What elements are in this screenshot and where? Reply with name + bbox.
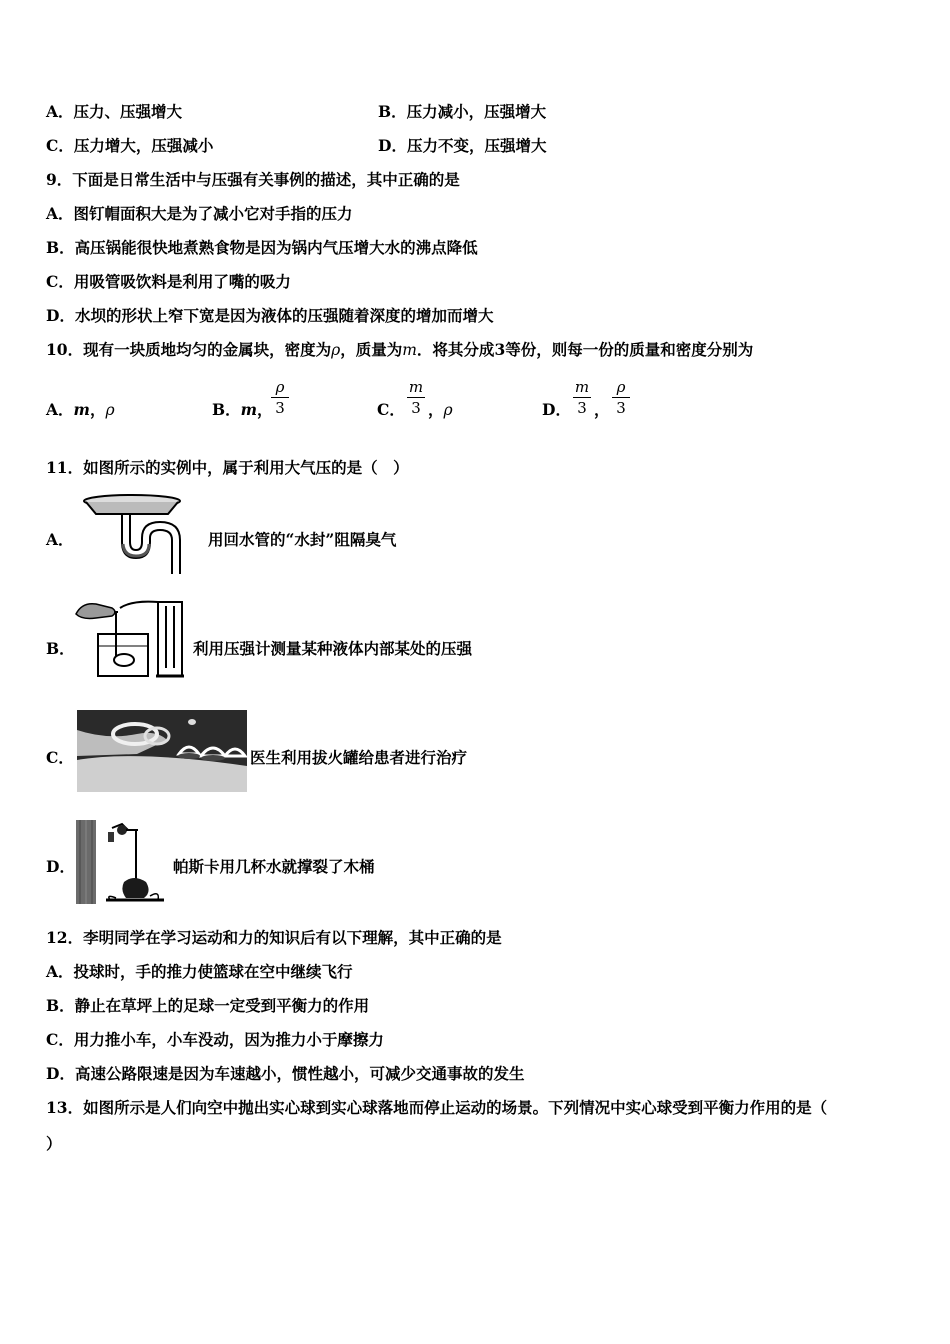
q10-stem-part1: 10．现有一块质地均匀的金属块，密度为 (46, 340, 332, 359)
q9-option-c: C．用吸管吸饮料是利用了嘴的吸力 (46, 272, 291, 291)
q10-stem-part2: ，质量为 (340, 340, 403, 359)
q9-stem: 9．下面是日常生活中与压强有关事例的描述，其中正确的是 (46, 170, 460, 189)
q11-option-c-label: C． (46, 748, 74, 767)
q8-option-c: C．压力增大，压强减小 (46, 136, 214, 155)
q10-c-label: C． (377, 400, 405, 419)
q11-option-d-text: 帕斯卡用几杯水就撑裂了木桶 (173, 857, 375, 876)
fraction-bar (573, 397, 591, 398)
pascal-barrel-image (76, 820, 168, 904)
q8-option-b: B．压力减小，压强增大 (378, 102, 547, 121)
fraction-denominator: 3 (577, 399, 587, 417)
fraction-denominator: 3 (275, 399, 285, 417)
q12-option-c: C．用力推小车，小车没动，因为推力小于摩擦力 (46, 1030, 384, 1049)
q10-b-m: m (240, 400, 258, 419)
q10-b-comma: ， (257, 400, 273, 419)
fraction-numerator: m (408, 378, 424, 396)
q10-a-comma: ， (89, 400, 106, 419)
q11-option-b-text: 利用压强计测量某种液体内部某处的压强 (193, 639, 473, 658)
pressure-gauge-image (72, 598, 192, 680)
fraction-denominator: 3 (616, 399, 626, 417)
q11-stem: 11．如图所示的实例中，属于利用大气压的是（ ） (46, 458, 409, 477)
fraction-bar (271, 397, 289, 398)
q11-option-c-text: 医生利用拔火罐给患者进行治疗 (250, 748, 468, 767)
q12-option-b: B．静止在草坪上的足球一定受到平衡力的作用 (46, 996, 370, 1015)
sink-trap-image (80, 492, 195, 576)
q12-option-a: A．投球时，手的推力使篮球在空中继续飞行 (46, 962, 353, 981)
q8-option-d: D．压力不变，压强增大 (378, 136, 547, 155)
q10-d-label: D． (542, 400, 571, 419)
q10-b-fraction (270, 378, 290, 417)
q10-a-label: A． (46, 400, 74, 419)
mass-symbol: m (402, 341, 417, 359)
fraction-numerator: ρ (616, 378, 626, 396)
cupping-photo (77, 710, 247, 792)
q10-d-fraction-2 (611, 378, 631, 417)
q10-a-m: m (73, 400, 90, 419)
q9-option-a: A．图钉帽面积大是为了减小它对手指的压力 (46, 204, 353, 223)
fraction-bar (612, 397, 630, 398)
q13-stem: 13．如图所示是人们向空中抛出实心球到实心球落地而停止运动的场景。下列情况中实心球受到平衡力作用的是（ (46, 1098, 828, 1117)
fraction-numerator: m (574, 378, 590, 396)
q10-c-comma: ， (428, 400, 444, 419)
fraction-denominator: 3 (411, 399, 421, 417)
q10-c-fraction (406, 378, 426, 417)
q10-a-rho: ρ (105, 401, 115, 419)
q10-option-b (212, 400, 273, 420)
q10-stem-part3: ．将其分成 (416, 340, 495, 359)
q12-option-d: D．高速公路限速是因为车速越小，惯性越小，可减少交通事故的发生 (46, 1064, 525, 1083)
fraction-numerator: ρ (275, 378, 285, 396)
q10-three: 3 (494, 340, 506, 359)
q13-stem-end: ） (46, 1134, 62, 1153)
q10-stem (46, 340, 753, 360)
rho-symbol: ρ (331, 341, 341, 359)
q10-d-comma: ， (594, 400, 610, 419)
q8-option-a: A．压力、压强增大 (46, 102, 183, 121)
q9-option-b: B．高压锅能很快地煮熟食物是因为锅内气压增大水的沸点降低 (46, 238, 478, 257)
q11-option-d-label: D． (46, 857, 75, 876)
q10-option-d (542, 400, 571, 420)
q10-stem-part4: 等份，则每一份的质量和密度分别为 (505, 340, 754, 359)
q10-c-tail (428, 400, 453, 420)
q10-c-rho: ρ (443, 401, 453, 419)
q10-b-label: B． (212, 400, 241, 419)
q12-stem: 12．李明同学在学习运动和力的知识后有以下理解，其中正确的是 (46, 928, 502, 947)
q9-option-d: D．水坝的形状上窄下宽是因为液体的压强随着深度的增加而增大 (46, 306, 494, 325)
q11-option-a-text: 用回水管的“水封”阻隔臭气 (208, 530, 397, 549)
q10-option-c (377, 400, 405, 420)
fraction-bar (407, 397, 425, 398)
q11-option-a-label: A． (46, 530, 74, 549)
q10-option-a (46, 400, 115, 420)
q11-option-b-label: B． (46, 639, 75, 658)
q10-d-fraction-1 (572, 378, 592, 417)
